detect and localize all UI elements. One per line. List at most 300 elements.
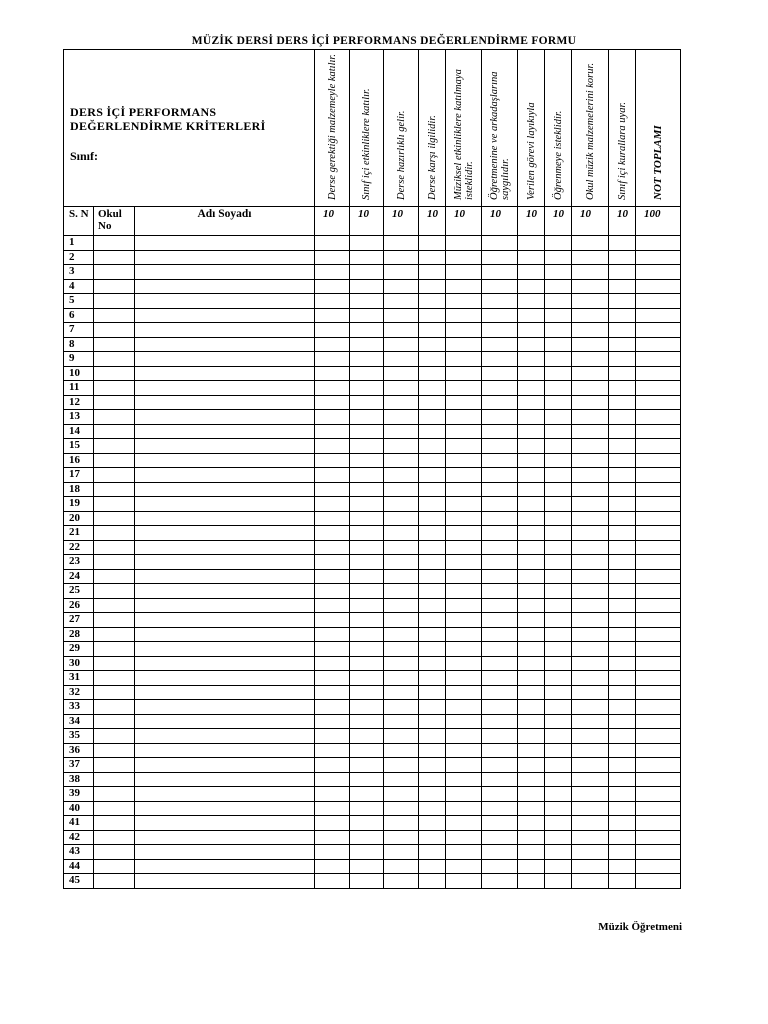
score-cell[interactable] xyxy=(350,294,384,309)
score-cell[interactable] xyxy=(545,410,572,425)
score-cell[interactable] xyxy=(572,859,609,874)
score-cell[interactable] xyxy=(350,453,384,468)
score-cell[interactable] xyxy=(350,424,384,439)
score-cell[interactable] xyxy=(446,845,482,860)
score-cell[interactable] xyxy=(609,584,636,599)
score-cell[interactable] xyxy=(572,584,609,599)
score-cell[interactable] xyxy=(384,410,419,425)
score-cell[interactable] xyxy=(572,714,609,729)
name-cell[interactable] xyxy=(135,540,315,555)
score-cell[interactable] xyxy=(446,671,482,686)
score-cell[interactable] xyxy=(572,801,609,816)
score-cell[interactable] xyxy=(446,424,482,439)
score-cell[interactable] xyxy=(315,453,350,468)
score-cell[interactable] xyxy=(518,526,545,541)
total-cell[interactable] xyxy=(636,787,681,802)
total-cell[interactable] xyxy=(636,801,681,816)
score-cell[interactable] xyxy=(518,381,545,396)
okul-no-cell[interactable] xyxy=(94,801,135,816)
score-cell[interactable] xyxy=(518,236,545,251)
name-cell[interactable] xyxy=(135,816,315,831)
okul-no-cell[interactable] xyxy=(94,236,135,251)
score-cell[interactable] xyxy=(518,250,545,265)
total-cell[interactable] xyxy=(636,366,681,381)
score-cell[interactable] xyxy=(384,540,419,555)
name-cell[interactable] xyxy=(135,685,315,700)
okul-no-cell[interactable] xyxy=(94,627,135,642)
name-cell[interactable] xyxy=(135,642,315,657)
total-cell[interactable] xyxy=(636,700,681,715)
name-cell[interactable] xyxy=(135,468,315,483)
total-cell[interactable] xyxy=(636,671,681,686)
total-cell[interactable] xyxy=(636,395,681,410)
score-cell[interactable] xyxy=(315,859,350,874)
score-cell[interactable] xyxy=(384,381,419,396)
total-cell[interactable] xyxy=(636,453,681,468)
score-cell[interactable] xyxy=(545,598,572,613)
score-cell[interactable] xyxy=(419,859,446,874)
score-cell[interactable] xyxy=(446,540,482,555)
total-cell[interactable] xyxy=(636,772,681,787)
score-cell[interactable] xyxy=(350,656,384,671)
score-cell[interactable] xyxy=(518,555,545,570)
score-cell[interactable] xyxy=(446,685,482,700)
score-cell[interactable] xyxy=(315,830,350,845)
score-cell[interactable] xyxy=(609,758,636,773)
score-cell[interactable] xyxy=(419,830,446,845)
score-cell[interactable] xyxy=(350,830,384,845)
score-cell[interactable] xyxy=(482,410,518,425)
score-cell[interactable] xyxy=(545,613,572,628)
score-cell[interactable] xyxy=(545,729,572,744)
score-cell[interactable] xyxy=(446,482,482,497)
score-cell[interactable] xyxy=(572,395,609,410)
total-cell[interactable] xyxy=(636,845,681,860)
score-cell[interactable] xyxy=(572,439,609,454)
okul-no-cell[interactable] xyxy=(94,497,135,512)
score-cell[interactable] xyxy=(572,337,609,352)
score-cell[interactable] xyxy=(545,381,572,396)
score-cell[interactable] xyxy=(446,323,482,338)
score-cell[interactable] xyxy=(572,729,609,744)
total-cell[interactable] xyxy=(636,859,681,874)
okul-no-cell[interactable] xyxy=(94,598,135,613)
score-cell[interactable] xyxy=(419,497,446,512)
score-cell[interactable] xyxy=(609,236,636,251)
score-cell[interactable] xyxy=(482,772,518,787)
score-cell[interactable] xyxy=(446,729,482,744)
score-cell[interactable] xyxy=(419,714,446,729)
name-cell[interactable] xyxy=(135,729,315,744)
score-cell[interactable] xyxy=(419,613,446,628)
score-cell[interactable] xyxy=(572,569,609,584)
score-cell[interactable] xyxy=(572,453,609,468)
score-cell[interactable] xyxy=(446,439,482,454)
score-cell[interactable] xyxy=(545,874,572,889)
total-cell[interactable] xyxy=(636,468,681,483)
score-cell[interactable] xyxy=(384,569,419,584)
score-cell[interactable] xyxy=(482,598,518,613)
score-cell[interactable] xyxy=(350,758,384,773)
score-cell[interactable] xyxy=(482,250,518,265)
score-cell[interactable] xyxy=(350,323,384,338)
name-cell[interactable] xyxy=(135,439,315,454)
score-cell[interactable] xyxy=(315,482,350,497)
score-cell[interactable] xyxy=(384,279,419,294)
name-cell[interactable] xyxy=(135,308,315,323)
score-cell[interactable] xyxy=(350,714,384,729)
score-cell[interactable] xyxy=(545,569,572,584)
score-cell[interactable] xyxy=(572,468,609,483)
score-cell[interactable] xyxy=(545,265,572,280)
total-cell[interactable] xyxy=(636,308,681,323)
score-cell[interactable] xyxy=(609,845,636,860)
okul-no-cell[interactable] xyxy=(94,265,135,280)
score-cell[interactable] xyxy=(518,482,545,497)
okul-no-cell[interactable] xyxy=(94,874,135,889)
score-cell[interactable] xyxy=(384,352,419,367)
score-cell[interactable] xyxy=(384,526,419,541)
score-cell[interactable] xyxy=(315,700,350,715)
score-cell[interactable] xyxy=(446,830,482,845)
score-cell[interactable] xyxy=(518,439,545,454)
score-cell[interactable] xyxy=(572,482,609,497)
score-cell[interactable] xyxy=(384,250,419,265)
score-cell[interactable] xyxy=(482,468,518,483)
score-cell[interactable] xyxy=(572,816,609,831)
score-cell[interactable] xyxy=(419,729,446,744)
score-cell[interactable] xyxy=(384,555,419,570)
score-cell[interactable] xyxy=(545,468,572,483)
score-cell[interactable] xyxy=(315,366,350,381)
score-cell[interactable] xyxy=(384,598,419,613)
score-cell[interactable] xyxy=(545,627,572,642)
score-cell[interactable] xyxy=(446,352,482,367)
name-cell[interactable] xyxy=(135,700,315,715)
score-cell[interactable] xyxy=(419,439,446,454)
score-cell[interactable] xyxy=(545,685,572,700)
score-cell[interactable] xyxy=(482,265,518,280)
score-cell[interactable] xyxy=(545,830,572,845)
score-cell[interactable] xyxy=(315,598,350,613)
score-cell[interactable] xyxy=(609,294,636,309)
score-cell[interactable] xyxy=(609,439,636,454)
score-cell[interactable] xyxy=(446,468,482,483)
okul-no-cell[interactable] xyxy=(94,685,135,700)
okul-no-cell[interactable] xyxy=(94,366,135,381)
score-cell[interactable] xyxy=(572,874,609,889)
okul-no-cell[interactable] xyxy=(94,468,135,483)
score-cell[interactable] xyxy=(446,294,482,309)
total-cell[interactable] xyxy=(636,540,681,555)
score-cell[interactable] xyxy=(315,671,350,686)
score-cell[interactable] xyxy=(446,395,482,410)
score-cell[interactable] xyxy=(482,569,518,584)
score-cell[interactable] xyxy=(482,526,518,541)
score-cell[interactable] xyxy=(446,598,482,613)
score-cell[interactable] xyxy=(609,337,636,352)
score-cell[interactable] xyxy=(446,410,482,425)
score-cell[interactable] xyxy=(482,613,518,628)
score-cell[interactable] xyxy=(350,468,384,483)
score-cell[interactable] xyxy=(482,685,518,700)
score-cell[interactable] xyxy=(545,453,572,468)
score-cell[interactable] xyxy=(572,308,609,323)
score-cell[interactable] xyxy=(446,859,482,874)
score-cell[interactable] xyxy=(609,874,636,889)
okul-no-cell[interactable] xyxy=(94,569,135,584)
score-cell[interactable] xyxy=(518,569,545,584)
score-cell[interactable] xyxy=(572,656,609,671)
score-cell[interactable] xyxy=(572,366,609,381)
score-cell[interactable] xyxy=(518,830,545,845)
score-cell[interactable] xyxy=(482,279,518,294)
okul-no-cell[interactable] xyxy=(94,352,135,367)
score-cell[interactable] xyxy=(384,700,419,715)
score-cell[interactable] xyxy=(419,671,446,686)
total-cell[interactable] xyxy=(636,497,681,512)
score-cell[interactable] xyxy=(446,555,482,570)
score-cell[interactable] xyxy=(384,685,419,700)
score-cell[interactable] xyxy=(350,598,384,613)
score-cell[interactable] xyxy=(315,743,350,758)
score-cell[interactable] xyxy=(384,642,419,657)
score-cell[interactable] xyxy=(609,830,636,845)
score-cell[interactable] xyxy=(315,439,350,454)
score-cell[interactable] xyxy=(315,424,350,439)
score-cell[interactable] xyxy=(384,859,419,874)
name-cell[interactable] xyxy=(135,584,315,599)
name-cell[interactable] xyxy=(135,845,315,860)
score-cell[interactable] xyxy=(518,265,545,280)
score-cell[interactable] xyxy=(545,656,572,671)
score-cell[interactable] xyxy=(419,700,446,715)
name-cell[interactable] xyxy=(135,453,315,468)
score-cell[interactable] xyxy=(482,381,518,396)
score-cell[interactable] xyxy=(446,613,482,628)
score-cell[interactable] xyxy=(384,584,419,599)
score-cell[interactable] xyxy=(518,772,545,787)
score-cell[interactable] xyxy=(572,511,609,526)
okul-no-cell[interactable] xyxy=(94,482,135,497)
score-cell[interactable] xyxy=(384,743,419,758)
score-cell[interactable] xyxy=(419,787,446,802)
score-cell[interactable] xyxy=(545,743,572,758)
score-cell[interactable] xyxy=(609,685,636,700)
score-cell[interactable] xyxy=(545,424,572,439)
score-cell[interactable] xyxy=(315,656,350,671)
score-cell[interactable] xyxy=(419,366,446,381)
score-cell[interactable] xyxy=(419,569,446,584)
score-cell[interactable] xyxy=(518,308,545,323)
score-cell[interactable] xyxy=(572,598,609,613)
score-cell[interactable] xyxy=(518,352,545,367)
score-cell[interactable] xyxy=(419,627,446,642)
score-cell[interactable] xyxy=(482,874,518,889)
score-cell[interactable] xyxy=(518,468,545,483)
score-cell[interactable] xyxy=(572,424,609,439)
score-cell[interactable] xyxy=(482,439,518,454)
score-cell[interactable] xyxy=(572,294,609,309)
okul-no-cell[interactable] xyxy=(94,294,135,309)
name-cell[interactable] xyxy=(135,497,315,512)
score-cell[interactable] xyxy=(350,816,384,831)
score-cell[interactable] xyxy=(350,265,384,280)
score-cell[interactable] xyxy=(315,540,350,555)
score-cell[interactable] xyxy=(419,511,446,526)
score-cell[interactable] xyxy=(446,656,482,671)
score-cell[interactable] xyxy=(518,656,545,671)
score-cell[interactable] xyxy=(545,511,572,526)
score-cell[interactable] xyxy=(518,700,545,715)
name-cell[interactable] xyxy=(135,859,315,874)
score-cell[interactable] xyxy=(609,671,636,686)
score-cell[interactable] xyxy=(350,859,384,874)
score-cell[interactable] xyxy=(482,700,518,715)
total-cell[interactable] xyxy=(636,294,681,309)
okul-no-cell[interactable] xyxy=(94,279,135,294)
score-cell[interactable] xyxy=(350,366,384,381)
score-cell[interactable] xyxy=(315,845,350,860)
score-cell[interactable] xyxy=(609,511,636,526)
score-cell[interactable] xyxy=(609,352,636,367)
score-cell[interactable] xyxy=(315,323,350,338)
score-cell[interactable] xyxy=(384,714,419,729)
score-cell[interactable] xyxy=(482,729,518,744)
score-cell[interactable] xyxy=(545,250,572,265)
score-cell[interactable] xyxy=(315,381,350,396)
score-cell[interactable] xyxy=(518,511,545,526)
name-cell[interactable] xyxy=(135,482,315,497)
score-cell[interactable] xyxy=(350,236,384,251)
score-cell[interactable] xyxy=(384,816,419,831)
total-cell[interactable] xyxy=(636,816,681,831)
total-cell[interactable] xyxy=(636,714,681,729)
score-cell[interactable] xyxy=(609,497,636,512)
score-cell[interactable] xyxy=(545,279,572,294)
score-cell[interactable] xyxy=(419,540,446,555)
score-cell[interactable] xyxy=(518,497,545,512)
score-cell[interactable] xyxy=(545,352,572,367)
okul-no-cell[interactable] xyxy=(94,656,135,671)
score-cell[interactable] xyxy=(572,497,609,512)
score-cell[interactable] xyxy=(446,758,482,773)
score-cell[interactable] xyxy=(572,685,609,700)
score-cell[interactable] xyxy=(482,395,518,410)
okul-no-cell[interactable] xyxy=(94,787,135,802)
score-cell[interactable] xyxy=(446,627,482,642)
score-cell[interactable] xyxy=(572,279,609,294)
score-cell[interactable] xyxy=(446,816,482,831)
score-cell[interactable] xyxy=(384,395,419,410)
score-cell[interactable] xyxy=(518,323,545,338)
name-cell[interactable] xyxy=(135,758,315,773)
score-cell[interactable] xyxy=(545,294,572,309)
score-cell[interactable] xyxy=(350,555,384,570)
okul-no-cell[interactable] xyxy=(94,337,135,352)
total-cell[interactable] xyxy=(636,685,681,700)
score-cell[interactable] xyxy=(545,671,572,686)
score-cell[interactable] xyxy=(572,540,609,555)
score-cell[interactable] xyxy=(315,468,350,483)
score-cell[interactable] xyxy=(482,352,518,367)
score-cell[interactable] xyxy=(609,424,636,439)
score-cell[interactable] xyxy=(384,294,419,309)
score-cell[interactable] xyxy=(384,265,419,280)
score-cell[interactable] xyxy=(350,308,384,323)
score-cell[interactable] xyxy=(518,758,545,773)
score-cell[interactable] xyxy=(350,482,384,497)
score-cell[interactable] xyxy=(518,787,545,802)
score-cell[interactable] xyxy=(609,859,636,874)
name-cell[interactable] xyxy=(135,656,315,671)
score-cell[interactable] xyxy=(482,540,518,555)
name-cell[interactable] xyxy=(135,598,315,613)
score-cell[interactable] xyxy=(482,511,518,526)
total-cell[interactable] xyxy=(636,482,681,497)
score-cell[interactable] xyxy=(518,279,545,294)
score-cell[interactable] xyxy=(384,787,419,802)
total-cell[interactable] xyxy=(636,642,681,657)
score-cell[interactable] xyxy=(545,482,572,497)
score-cell[interactable] xyxy=(419,482,446,497)
score-cell[interactable] xyxy=(609,323,636,338)
total-cell[interactable] xyxy=(636,584,681,599)
score-cell[interactable] xyxy=(609,555,636,570)
score-cell[interactable] xyxy=(446,337,482,352)
score-cell[interactable] xyxy=(384,323,419,338)
score-cell[interactable] xyxy=(609,308,636,323)
score-cell[interactable] xyxy=(518,410,545,425)
score-cell[interactable] xyxy=(446,236,482,251)
score-cell[interactable] xyxy=(315,497,350,512)
total-cell[interactable] xyxy=(636,352,681,367)
score-cell[interactable] xyxy=(315,642,350,657)
score-cell[interactable] xyxy=(482,366,518,381)
score-cell[interactable] xyxy=(482,801,518,816)
score-cell[interactable] xyxy=(419,308,446,323)
score-cell[interactable] xyxy=(545,323,572,338)
score-cell[interactable] xyxy=(609,279,636,294)
score-cell[interactable] xyxy=(315,816,350,831)
score-cell[interactable] xyxy=(350,569,384,584)
score-cell[interactable] xyxy=(609,453,636,468)
score-cell[interactable] xyxy=(518,294,545,309)
score-cell[interactable] xyxy=(609,700,636,715)
score-cell[interactable] xyxy=(419,468,446,483)
score-cell[interactable] xyxy=(315,511,350,526)
score-cell[interactable] xyxy=(419,743,446,758)
score-cell[interactable] xyxy=(482,453,518,468)
score-cell[interactable] xyxy=(384,830,419,845)
score-cell[interactable] xyxy=(419,816,446,831)
score-cell[interactable] xyxy=(545,439,572,454)
score-cell[interactable] xyxy=(482,656,518,671)
score-cell[interactable] xyxy=(446,801,482,816)
score-cell[interactable] xyxy=(419,352,446,367)
score-cell[interactable] xyxy=(446,787,482,802)
score-cell[interactable] xyxy=(609,468,636,483)
okul-no-cell[interactable] xyxy=(94,250,135,265)
score-cell[interactable] xyxy=(419,642,446,657)
score-cell[interactable] xyxy=(446,511,482,526)
okul-no-cell[interactable] xyxy=(94,830,135,845)
score-cell[interactable] xyxy=(609,714,636,729)
score-cell[interactable] xyxy=(518,366,545,381)
total-cell[interactable] xyxy=(636,555,681,570)
score-cell[interactable] xyxy=(315,395,350,410)
score-cell[interactable] xyxy=(572,381,609,396)
